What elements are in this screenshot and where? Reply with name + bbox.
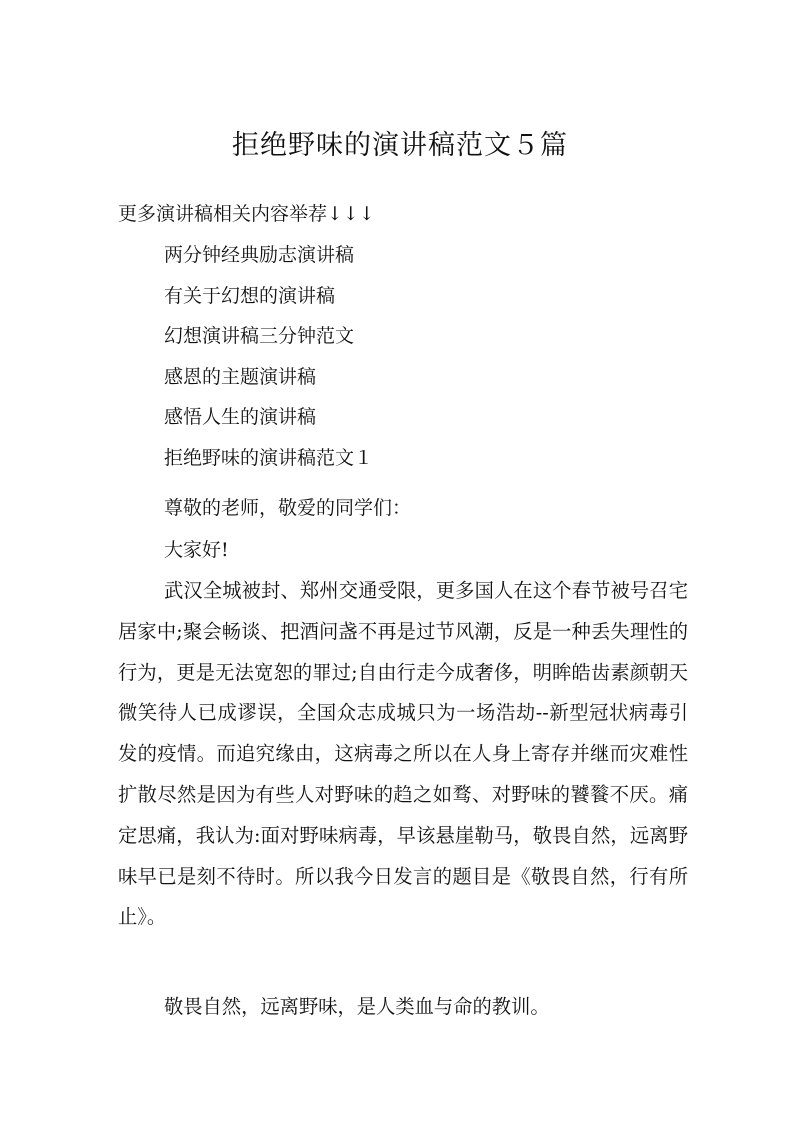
greeting: 尊敬的老师，敬爱的同学们：	[164, 497, 412, 519]
related-link[interactable]: 感悟人生的演讲稿	[164, 406, 317, 428]
paragraph-2: 敬畏自然，远离野味，是人类血与命的教训。	[164, 995, 550, 1018]
related-link[interactable]: 感恩的主题演讲稿	[164, 365, 317, 388]
related-link[interactable]: 幻想演讲稿三分钟范文	[164, 325, 355, 347]
hello: 大家好!	[164, 539, 229, 561]
section-heading: 拒绝野味的演讲稿范文１	[164, 446, 374, 469]
document-title: 拒绝野味的演讲稿范文５篇	[232, 130, 568, 161]
related-link[interactable]: 有关于幻想的演讲稿	[164, 284, 336, 307]
paragraph-1: 武汉全城被封、郑州交通受限，更多国人在这个春节被号召宅居家中;聚会畅谈、把酒问盏不再是过节风潮，反是一种丢失理性的行为，更是无法宽恕的罪过;自由行走今成奢侈，明眸皓齿素颜朝天微笑待人已成谬误，全国众志成城只为一场浩劫--新型冠状病毒引发的疫情。而追究缘由，这病毒之所以在人身上寄存并继而灾难性扩散尽然是因为有些人对野味的趋之如骛、对野味的饕餮不厌。痛定思痛，我认为:面对野味病毒，早该悬崖勒马，敬畏自然，远离野味早已是刻不待时。所以我今日发言的题目是《敬畏自然，行有所止》。	[118, 579, 688, 929]
related-intro: 更多演讲稿相关内容举荐↓↓↓	[118, 203, 375, 225]
related-links-list	[164, 237, 373, 480]
related-link[interactable]: 两分钟经典励志演讲稿	[164, 244, 355, 266]
